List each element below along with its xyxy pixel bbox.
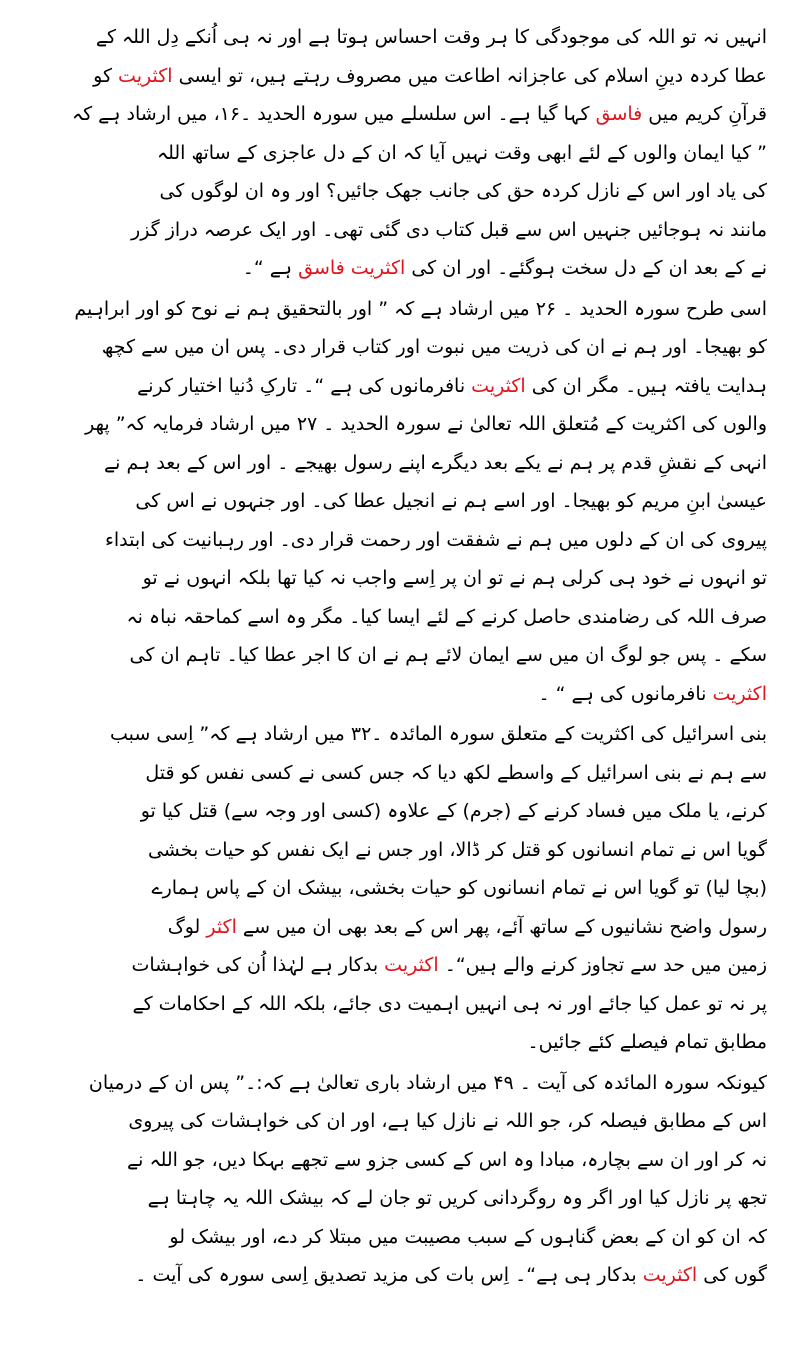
text-line: والوں کی اکثریت کے مُتعلق اللہ تعالیٰ نے سورہ الحدید ۔ ۲۷ میں ارشاد فرمایہ کہ” پھر bbox=[85, 413, 767, 435]
text-line: تجھ پر نازل کیا اور اگر وہ روگردانی کریں تو جان لے کہ بیشک اللہ یہ چاہتا ہے bbox=[147, 1187, 767, 1209]
text-line: اسی طرح سورہ الحدید ۔ ۲۶ میں ارشاد ہے کہ ” اور بالتحقیق ہم نے نوح کو اور ابراہیم bbox=[74, 297, 767, 320]
highlighted-term: اکثریت bbox=[712, 682, 767, 705]
text-line: کہ ان کو ان کے بعض گناہوں کے سبب مصیبت میں مبتلا کر دے، اور بیشک لو bbox=[169, 1225, 767, 1248]
text-line: پر نہ تو عمل کیا جائے اور نہ ہی انہیں اہمیت دی جائے، بلکہ اللہ کے احکامات کے bbox=[132, 992, 767, 1015]
text-line: کرنے، یا ملک میں فساد کرنے کے (جرم) کے علاوہ (کسی اور وجہ سے) قتل کیا تو bbox=[140, 800, 767, 822]
text-line: نہ کر اور ان سے بچارہ، مبادا وہ اس کے کسی جزو سے تجھے بہکا دیں، جو اللہ نے bbox=[126, 1148, 767, 1171]
highlighted-term: اکثریت bbox=[642, 1264, 698, 1286]
text-line: گوں کی اکثریت بدکار ہی ہے“۔ اِس بات کی مزید تصدیق اِسی سورہ کی آیت ۔ bbox=[135, 1264, 767, 1286]
text-line: کو بھیجا۔ اور ہم نے ان کی ذریت میں نبوت اور کتاب قرار دی۔ پس ان میں سے کچھ bbox=[101, 336, 767, 358]
text-line: اکثریت نافرمانوں کی ہے “ ۔ bbox=[538, 682, 767, 705]
text-line: عطا کردہ دینِ اسلام کی عاجزانہ اطاعت میں مصروف رہتے ہیں، تو ایسی اکثریت کو bbox=[93, 64, 767, 87]
text-line: کی یاد اور اس کے نازل کردہ حق کی جانب جھک جائیں؟ اور وہ ان لوگوں کی bbox=[159, 180, 767, 202]
highlighted-term: اکثریت bbox=[471, 374, 526, 397]
text-line: صرف اللہ کی رضامندی حاصل کرنے کے لئے ایسا کیا۔ مگر وہ اسے کماحقہ نباہ نہ bbox=[126, 605, 767, 628]
paragraph-2 bbox=[26, 290, 767, 714]
text-line: انہی کے نقشِ قدم پر ہم نے یکے بعد دیگرے اپنے رسول بھیجے ۔ اور اس کے بعد ہم نے bbox=[104, 451, 767, 474]
highlighted-term: اکثریت bbox=[384, 954, 439, 976]
text-line: رسول واضح نشانیوں کے ساتھ آئے، پھر اس کے بعد بھی ان میں سے اکثر لوگ bbox=[167, 915, 767, 938]
text-line: قرآنِ کریم میں فاسق کہا گیا ہے۔ اس سلسلے میں سورہ الحدید ۔۱۶، میں ارشاد ہے کہ bbox=[71, 103, 767, 125]
text-line: انہیں نہ تو اللہ کی موجودگی کا ہر وقت احساس ہوتا ہے اور نہ ہی اُنکے دِل اللہ کے bbox=[95, 26, 767, 48]
text-line: عیسیٰ ابنِ مریم کو بھیجا۔ اور اسے ہم نے انجیل عطا کی۔ اور جنہوں نے اس کی bbox=[135, 490, 767, 512]
highlighted-term: اکثریت فاسق bbox=[298, 257, 406, 279]
highlighted-term: اکثر bbox=[206, 915, 237, 938]
paragraph-3 bbox=[26, 715, 767, 1062]
text-line: کیونکہ سورہ المائدہ کی آیت ۔ ۴۹ میں ارشاد باری تعالیٰ ہے کہ:۔” پس ان کے درمیان bbox=[88, 1071, 767, 1094]
text-line: زمین میں حد سے تجاوز کرنے والے ہیں“۔ اکثریت بدکار ہے لہٰذا اُن کی خواہشات bbox=[131, 954, 767, 976]
text-line: ” کیا ایمان والوں کے لئے ابھی وقت نہیں آیا کہ ان کے دل عاجزی کے ساتھ اللہ bbox=[156, 141, 767, 164]
text-line: گویا اس نے تمام انسانوں کو قتل کر ڈالا، اور جس نے ایک نفس کو حیات بخشی bbox=[147, 838, 767, 861]
highlighted-term: اکثریت bbox=[118, 64, 173, 87]
text-line: بنی اسرائیل کی اکثریت کے متعلق سورہ المائدہ ۔۳۲ میں ارشاد ہے کہ” اِسی سبب bbox=[109, 723, 767, 745]
text-line: (بچا لیا) تو گویا اس نے تمام انسانوں کو حیات بخشی، بیشک ان کے پاس ہمارے bbox=[151, 877, 767, 899]
text-line: پیروی کی ان کے دلوں میں ہم نے شفقت اور رحمت قرار دی۔ اور رہبانیت کی ابتداء bbox=[104, 528, 767, 551]
paragraph-1 bbox=[26, 18, 767, 288]
text-line: اس کے مطابق فیصلہ کر، جو اللہ نے نازل کیا ہے، اور ان کی خواہشات کی پیروی bbox=[128, 1110, 767, 1132]
text-line: سکے ۔ پس جو لوگ ان میں سے ایمان لائے ہم نے ان کا اجر عطا کیا۔ تاہم ان کی bbox=[129, 644, 767, 666]
text-line: مانند نہ ہوجائیں جنہیں اس سے قبل کتاب دی گئی تھی۔ اور ایک عرصہ دراز گزر bbox=[131, 218, 767, 241]
text-line: مطابق تمام فیصلے کئے جائیں۔ bbox=[527, 1031, 767, 1053]
text-line: ہدایت یافتہ ہیں۔ مگر ان کی اکثریت نافرمانوں کی ہے “۔ تارکِ دُنیا اختیار کرنے bbox=[137, 374, 767, 397]
paragraph-4 bbox=[26, 1064, 767, 1295]
text-line: نے کے بعد ان کے دل سخت ہوگئے۔ اور ان کی اکثریت فاسق ہے “۔ bbox=[242, 257, 767, 279]
highlighted-term: فاسق bbox=[595, 103, 643, 125]
text-line: سے ہم نے بنی اسرائیل کے واسطے لکھ دیا کہ جس کسی نے کسی نفس کو قتل bbox=[145, 761, 767, 784]
text-line: تو انہوں نے خود ہی کرلی ہم نے تو ان پر اِسے واجب نہ کیا تھا بلکہ انہوں نے تو bbox=[142, 567, 767, 589]
